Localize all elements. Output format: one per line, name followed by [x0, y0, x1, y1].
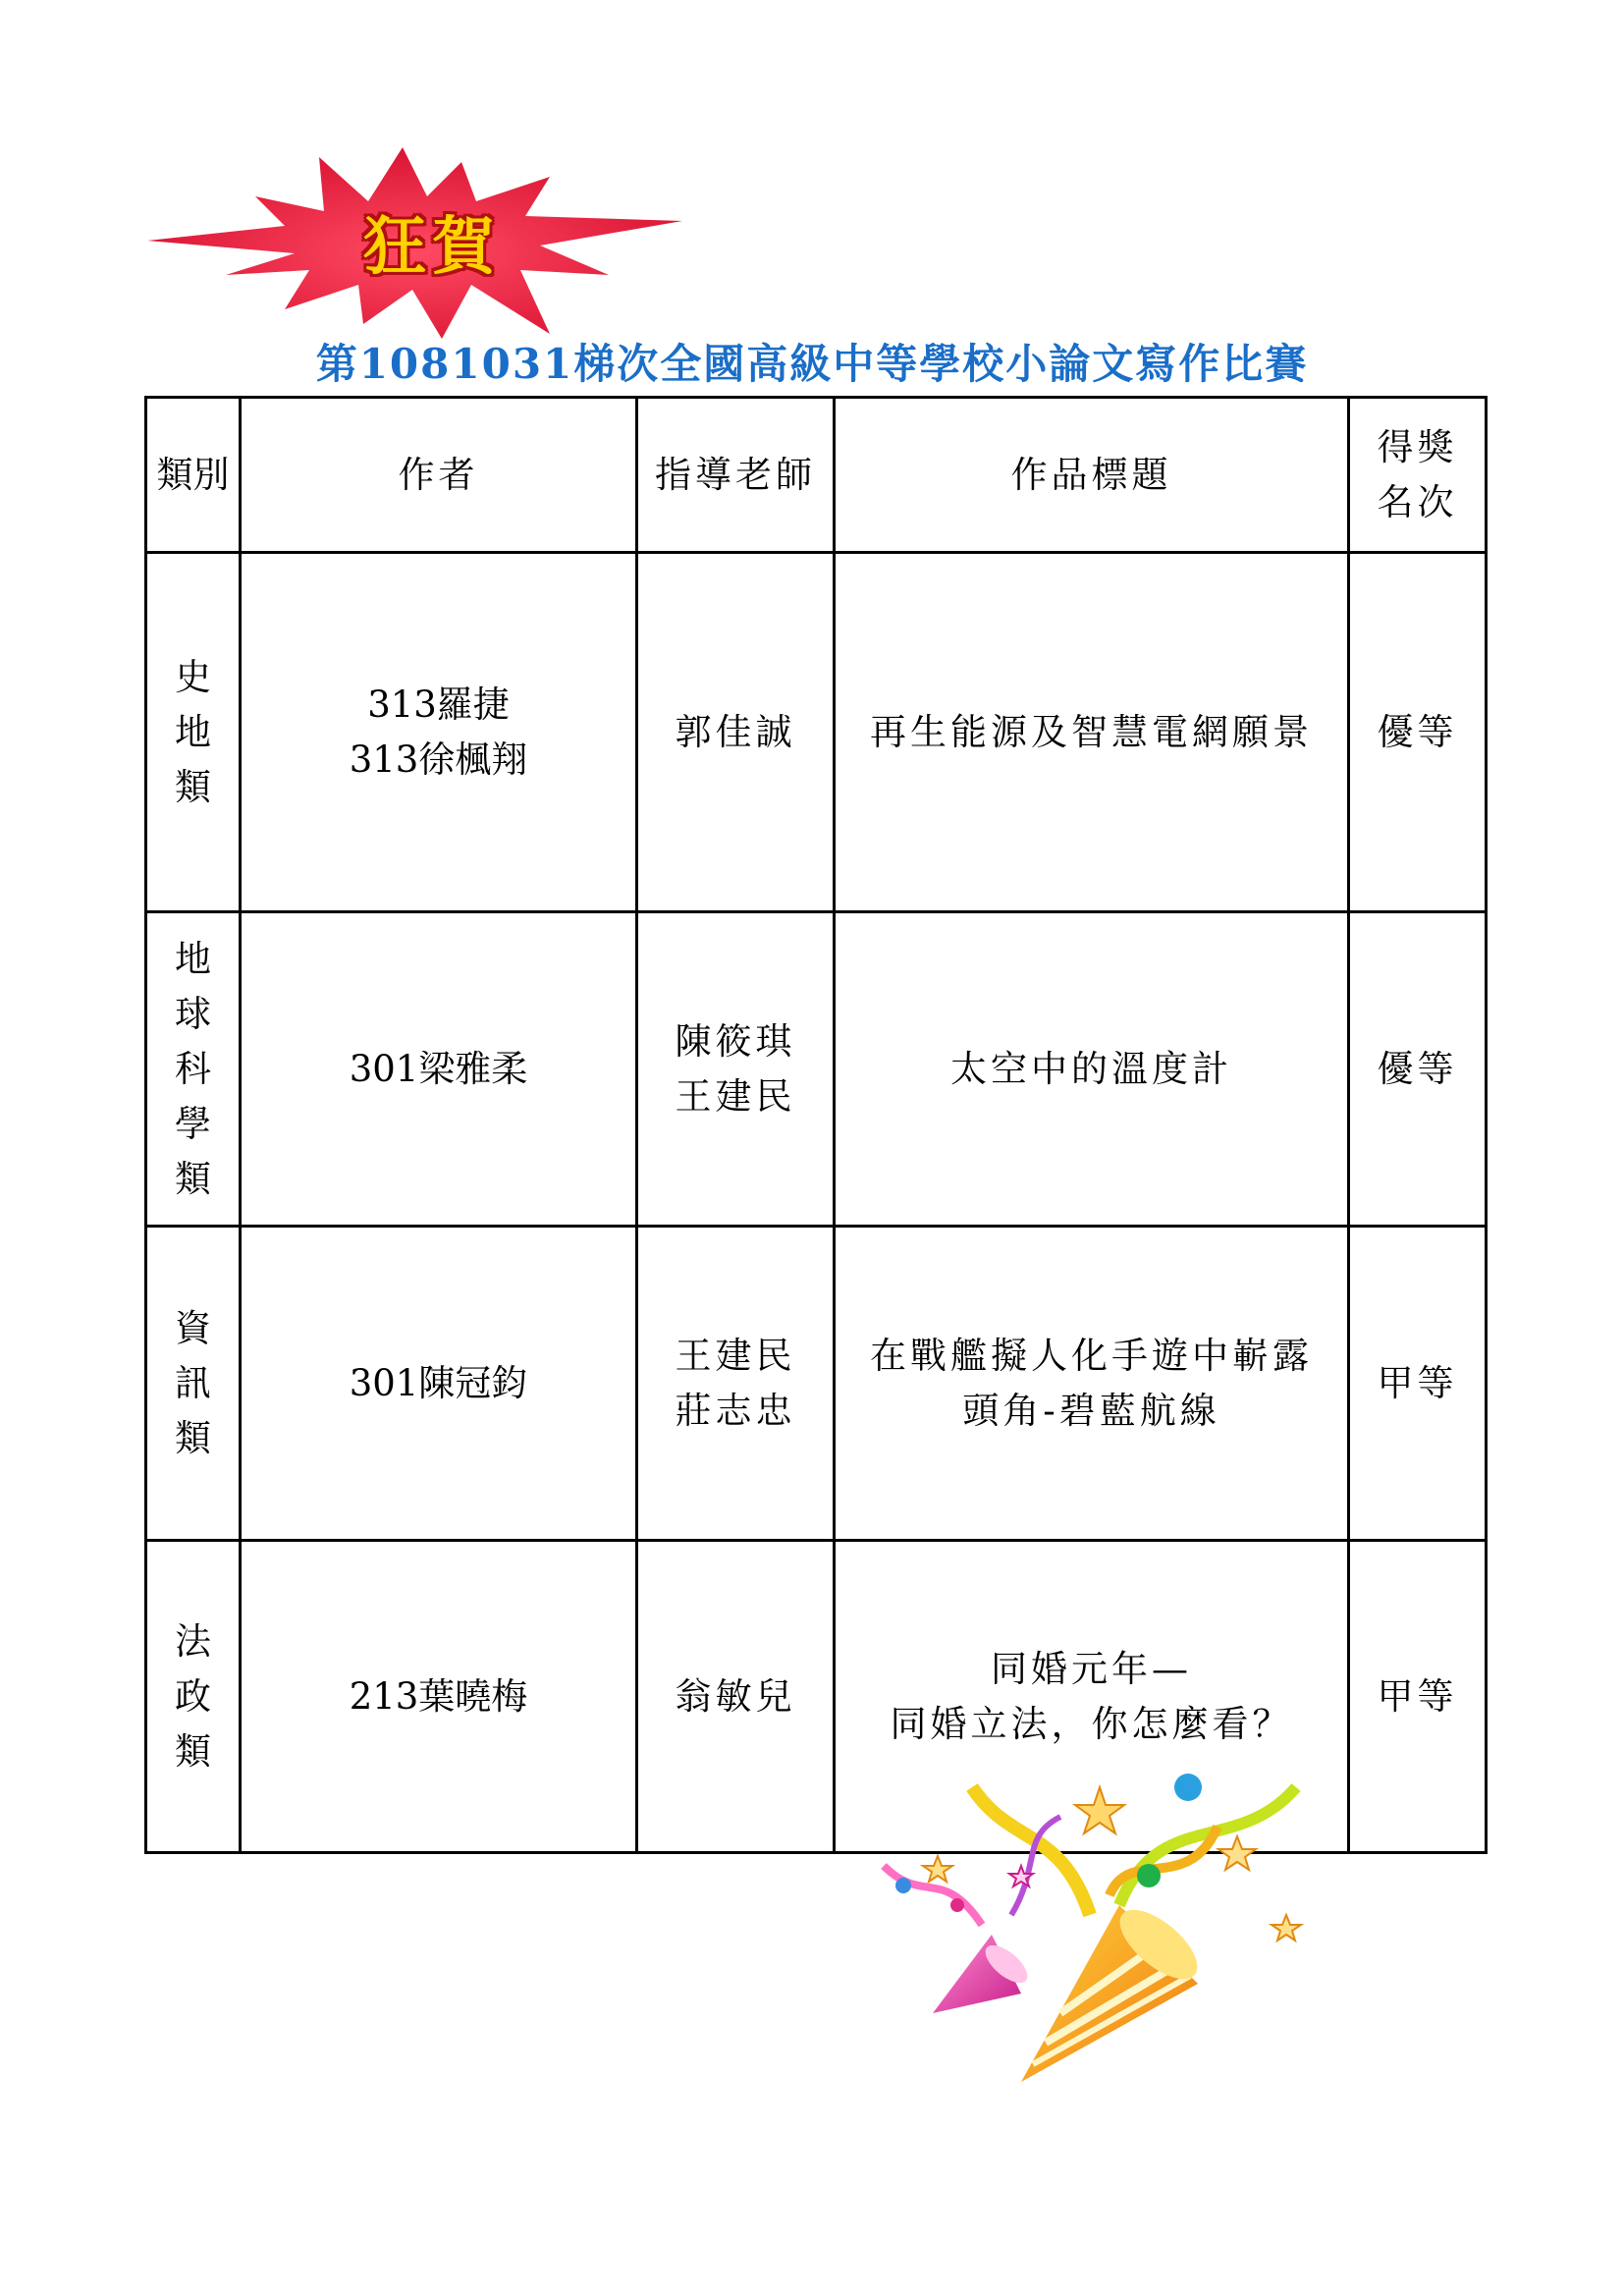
- row-category: 史地類: [174, 655, 211, 808]
- header-teacher: 指導老師: [637, 398, 835, 553]
- row-work-title: 再生能源及智慧電網願景: [870, 710, 1313, 753]
- row-teacher: 陳筱琪: [675, 1019, 796, 1063]
- row-author: 301陳冠鈞: [349, 1361, 528, 1404]
- row-author: 301梁雅柔: [349, 1047, 528, 1090]
- row-work-title: 在戰艦擬人化手遊中嶄露: [870, 1334, 1313, 1377]
- row-work-title: 同婚立法，你怎麼看？: [890, 1702, 1293, 1745]
- header-award: [1349, 398, 1487, 553]
- row-author: 313徐楓翔: [349, 738, 528, 781]
- row-teacher: 莊志忠: [675, 1389, 796, 1432]
- row-teacher: 郭佳誠: [675, 710, 796, 753]
- row-author: 213葉曉梅: [349, 1674, 528, 1718]
- row-work-title: 頭角-碧藍航線: [962, 1389, 1220, 1432]
- header-award-line1: 得獎: [1377, 425, 1458, 468]
- row-award: 甲等: [1349, 1227, 1487, 1541]
- table-header-row: [146, 398, 1487, 553]
- row-award: 甲等: [1349, 1541, 1487, 1853]
- row-work-title: 太空中的溫度計: [950, 1047, 1232, 1090]
- row-author: 313羅捷: [367, 683, 510, 726]
- row-category: 資訊類: [174, 1306, 211, 1459]
- table-row: [146, 912, 1487, 1227]
- table-row: [146, 1227, 1487, 1541]
- row-category: 地球科學類: [174, 937, 211, 1200]
- header-author: 作者: [241, 398, 637, 553]
- party-popper-icon: [864, 1748, 1375, 2141]
- row-award: 優等: [1349, 553, 1487, 912]
- banner-text: 狂賀: [363, 211, 501, 284]
- row-work-title: 同婚元年—: [991, 1647, 1192, 1690]
- row-teacher: 王建民: [675, 1074, 796, 1118]
- header-award-line2: 名次: [1377, 480, 1458, 523]
- row-category: 法政類: [174, 1619, 211, 1773]
- row-teacher: 王建民: [675, 1334, 796, 1377]
- results-table: [144, 396, 1488, 1854]
- row-award: 優等: [1349, 912, 1487, 1227]
- table-row: [146, 553, 1487, 912]
- header-category: 類別: [146, 398, 241, 553]
- page-title: 第1081031梯次全國高級中等學校小論文寫作比賽: [315, 340, 1309, 388]
- row-teacher: 翁敏兒: [675, 1674, 796, 1718]
- header-work: 作品標題: [835, 398, 1349, 553]
